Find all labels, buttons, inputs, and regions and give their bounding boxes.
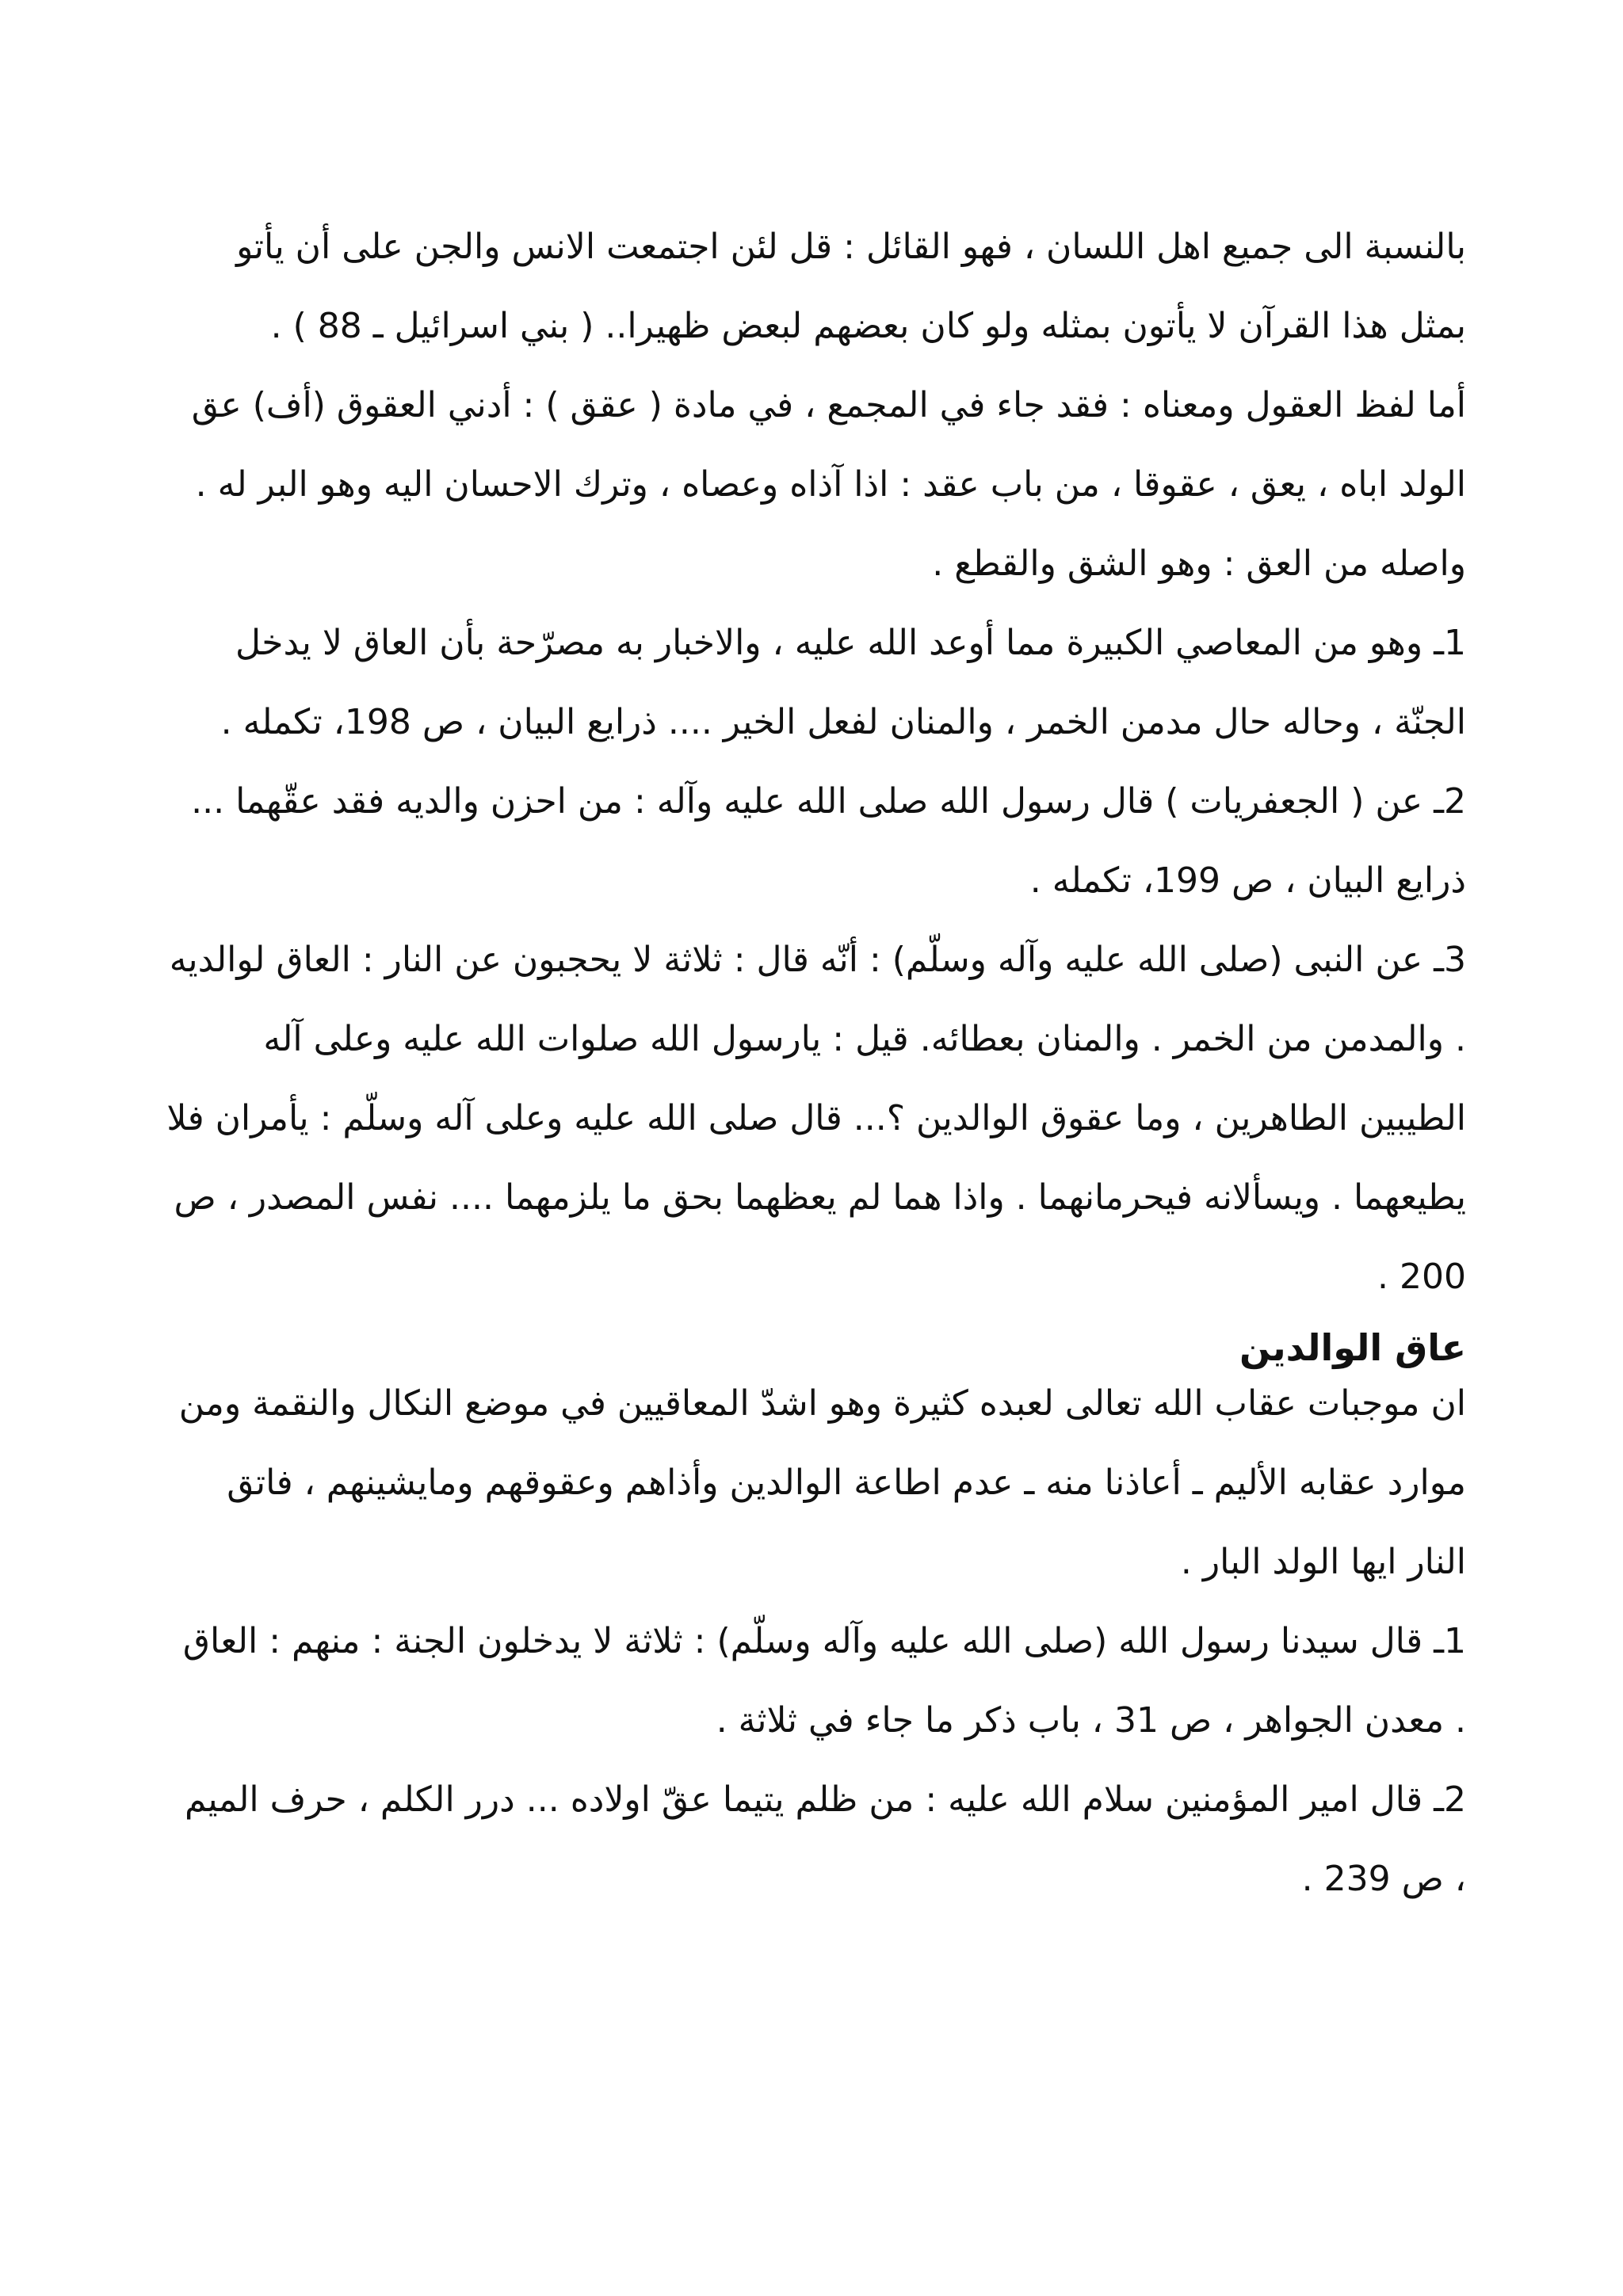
paragraph-definition-uqooq: أما لفظ العقول ومعناه : فقد جاء في المجمع ، في مادة ( عقق ) : أدني العقوق (أف) عق الولد اباه ، يعق ، عقوقا ، من باب عقد : اذا آذاه وعصاه ، وترك الاحسان اليه وهو البر له . واصله من العق : وهو الشق والقطع .: [191, 385, 1466, 584]
paragraph-point-1: 1ـ وهو من المعاصي الكبيرة مما أوعد الله عليه ، والاخبار به مصرّحة بأن العاق لا يدخل الجنّة ، وحاله حال مدمن الخمر ، والمنان لفعل الخير .... ذرايع البيان ، ص 198، تكمله .: [220, 623, 1466, 742]
paragraph-point-3: 3ـ عن النبى (صلى الله عليه وآله وسلّم) : أنّه قال : ثلاثة لا يحجبون عن النار : العاق لوالديه . والمدمن من الخمر . والمنان بعطائه. قيل : يارسول الله صلوات الله عليه وعلى آله الطيبين الطاهرين ، وما عقوق الوالدين ؟... قال صلى الله عليه وعلى آله وسلّم : يأمران فلا يطيعهما . ويسألانه فيحرمانهما . واذا هما لم يعظهما بحق ما يلزمهما .... نفس المصدر ، ص 200 .: [166, 940, 1466, 1297]
section-heading: عاق الوالدين: [1239, 1326, 1466, 1369]
paragraph-intro: ان موجبات عقاب الله تعالى لعبده كثيرة وهو اشدّ المعاقيين في موضع النكال والنقمة ومن موارد عقابه الأليم ـ أعاذنا منه ـ عدم اطاعة الوالدين وأذاهم وعقوقهم ومايشينهم ، فاتق النار ايها الولد البار .: [178, 1383, 1466, 1582]
paragraph-hadith-1: 1ـ قال سيدنا رسول الله (صلى الله عليه وآله وسلّم) : ثلاثة لا يدخلون الجنة : منهم : العاق . معدن الجواهر ، ص 31 ، باب ذكر ما جاء في ثلاثة .: [182, 1621, 1466, 1741]
document-page: [166, 208, 1466, 1919]
paragraph-point-2: 2ـ عن ( الجعفريات ) قال رسول الله صلى الله عليه وآله : من احزن والديه فقد عقّهما ... ذرايع البيان ، ص 199، تكمله .: [191, 781, 1466, 901]
paragraph-hadith-2: 2ـ قال امير المؤمنين سلام الله عليه : من ظلم يتيما عقّ اولاده ... درر الكلم ، حرف الميم ، ص 239 .: [185, 1779, 1466, 1899]
paragraph-quran-challenge: بالنسبة الى جميع اهل اللسان ، فهو القائل : قل لئن اجتمعت الانس والجن على أن يأتو بمثل هذا القرآن لا يأتون بمثله ولو كان بعضهم لبعض ظهيرا.. ( بني اسرائيل ـ 88 ) .: [236, 227, 1466, 346]
